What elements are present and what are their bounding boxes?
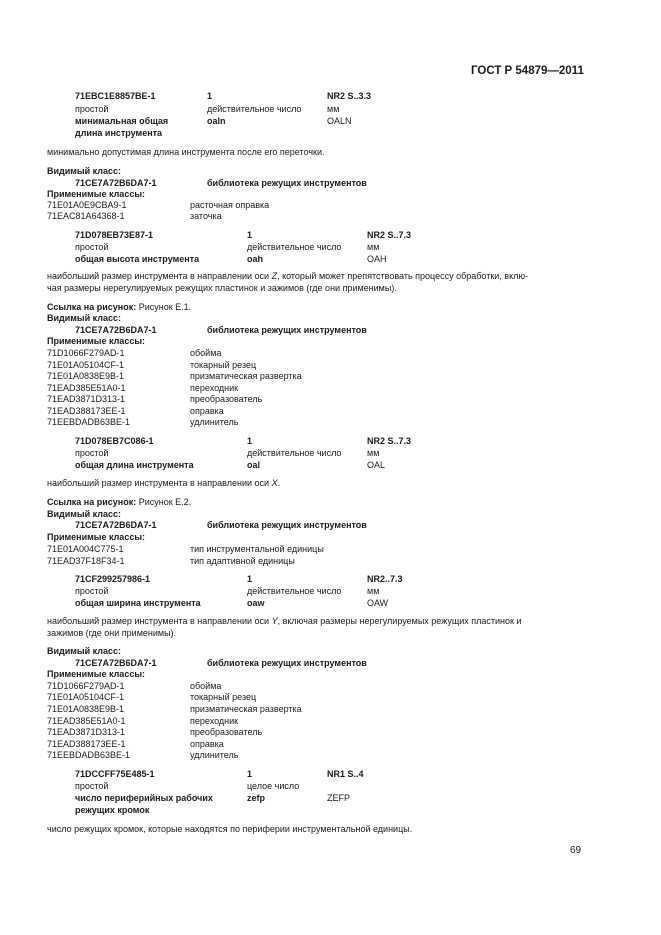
visible-class-code: 71CE7A72B6DA7-1 [75,325,157,335]
visible-class-name: библиотека режущих инструментов [207,520,367,530]
figure-reference: Ссылка на рисунок: Рисунок Е.2. [47,497,192,507]
class-code: 71EAD37F18F34-1 [47,556,125,566]
applicable-classes-label: Применимые классы: [47,336,146,346]
property-reference: NR2..7.3 [367,574,403,584]
class-name: токарный резец [190,360,257,370]
class-code: 71EEBDADB63BE-1 [47,750,131,760]
property-unit: мм [327,104,340,114]
page-number: 69 [570,845,582,856]
property-reference: NR1 S..4 [327,769,364,779]
property-description-cont: зажимов (где они применимы). [47,628,177,638]
class-code: 71EEBDADB63BE-1 [47,417,131,427]
class-name: призматическая развертка [190,704,302,714]
property-kind: простой [75,104,109,114]
property-description: наибольший размер инструмента в направлении оси Z, который может препятствовать процессу обработки, вклю- [47,271,529,281]
property-description-cont: чая размеры нерегулируемых режущих пластинок и зажимов (где они применимы). [47,283,397,293]
class-code: 71E01A0838E9B-1 [47,704,125,714]
visible-class-label: Видимый класс: [47,313,121,323]
property-unit: мм [367,586,380,596]
property-datatype: действительное число [247,448,342,458]
property-symbol: zefp [247,793,265,803]
property-datatype: целое число [247,781,300,791]
property-description: число режущих кромок, которые находятся по периферии инструментальной единицы. [47,824,413,834]
class-code: 71E01A0838E9B-1 [47,371,125,381]
class-name: удлинитель [190,417,239,427]
property-code: 71D078EB7C086-1 [75,436,154,446]
property-abbreviation: OAH [367,254,387,264]
class-name: обойма [190,348,222,358]
property-name: общая длина инструмента [75,460,194,470]
property-name: общая ширина инструмента [75,598,201,608]
applicable-classes-label: Применимые классы: [47,669,146,679]
class-name: преобразователь [190,394,263,404]
property-number: 1 [247,230,253,240]
property-description: минимально допустимая длина инструмента после его переточки. [47,147,325,157]
property-name: общая высота инструмента [75,254,200,264]
property-abbreviation: OALN [327,116,352,126]
class-name: оправка [190,739,224,749]
property-reference: NR2 S..7.3 [367,436,412,446]
property-number: 1 [247,436,253,446]
property-datatype: действительное число [247,586,342,596]
property-name: число периферийных рабочих [75,793,213,803]
visible-class-code: 71CE7A72B6DA7-1 [75,178,157,188]
class-name: призматическая развертка [190,371,302,381]
class-name: расточная оправка [190,200,270,210]
property-name-cont: длина инструмента [75,128,163,138]
property-number: 1 [207,91,213,101]
class-code: 71E01A05104CF-1 [47,692,125,702]
property-unit: мм [367,448,380,458]
class-name: переходник [190,716,239,726]
visible-class-name: библиотека режущих инструментов [207,325,367,335]
property-code: 71D078EB73E87-1 [75,230,154,240]
figure-reference: Ссылка на рисунок: Рисунок Е.1. [47,302,192,312]
class-name: переходник [190,383,239,393]
document-standard-header: ГОСТ Р 54879—2011 [471,65,584,77]
property-datatype: действительное число [207,104,302,114]
property-description: наибольший размер инструмента в направлении оси Y, включая размеры нерегулируемых режущих пластинок и [47,616,522,626]
property-number: 1 [247,769,253,779]
property-symbol: oaln [207,116,226,126]
class-code: 71EAD3871D313-1 [47,394,126,404]
property-code: 71CF299257986-1 [75,574,151,584]
property-symbol: oah [247,254,264,264]
class-code: 71EAD3871D313-1 [47,727,126,737]
class-code: 71EAD388173EE-1 [47,406,126,416]
visible-class-name: библиотека режущих инструментов [207,658,367,668]
class-code: 71EAC81A64368-1 [47,211,125,221]
property-reference: NR2 S..3.3 [327,91,372,101]
property-kind: простой [75,242,109,252]
property-symbol: oaw [247,598,265,608]
applicable-classes-label: Применимые классы: [47,189,146,199]
visible-class-name: библиотека режущих инструментов [207,178,367,188]
class-code: 71E01A004C775-1 [47,544,124,554]
class-code: 71EAD385E51A0-1 [47,716,126,726]
class-name: заточка [190,211,222,221]
applicable-classes-label: Применимые классы: [47,532,146,542]
class-name: оправка [190,406,224,416]
class-name: удлинитель [190,750,239,760]
class-name: тип инструментальной единицы [190,544,324,554]
property-unit: мм [367,242,380,252]
property-code: 71EBC1E8857BE-1 [75,91,156,101]
class-code: 71D1066F279AD-1 [47,348,125,358]
property-abbreviation: ZEFP [327,793,351,803]
class-name: тип адаптивной единицы [190,556,295,566]
visible-class-label: Видимый класс: [47,166,121,176]
property-name-cont: режущих кромок [75,805,150,815]
class-name: токарный резец [190,692,257,702]
property-abbreviation: OAL [367,460,386,470]
property-kind: простой [75,781,109,791]
property-code: 71DCCFF75E485-1 [75,769,155,779]
class-code: 71D1066F279AD-1 [47,681,125,691]
class-code: 71E01A0E9CBA9-1 [47,200,127,210]
property-reference: NR2 S..7.3 [367,230,412,240]
property-datatype: действительное число [247,242,342,252]
class-code: 71EAD388173EE-1 [47,739,126,749]
class-code: 71EAD385E51A0-1 [47,383,126,393]
property-kind: простой [75,586,109,596]
property-name: минимальная общая [75,116,169,126]
class-name: преобразователь [190,727,263,737]
class-name: обойма [190,681,222,691]
property-abbreviation: OAW [367,598,389,608]
property-number: 1 [247,574,253,584]
class-code: 71E01A05104CF-1 [47,360,125,370]
visible-class-label: Видимый класс: [47,509,121,519]
property-symbol: oal [247,460,261,470]
property-description: наибольший размер инструмента в направлении оси X. [47,478,281,488]
visible-class-code: 71CE7A72B6DA7-1 [75,658,157,668]
visible-class-label: Видимый класс: [47,646,121,656]
property-kind: простой [75,448,109,458]
visible-class-code: 71CE7A72B6DA7-1 [75,520,157,530]
